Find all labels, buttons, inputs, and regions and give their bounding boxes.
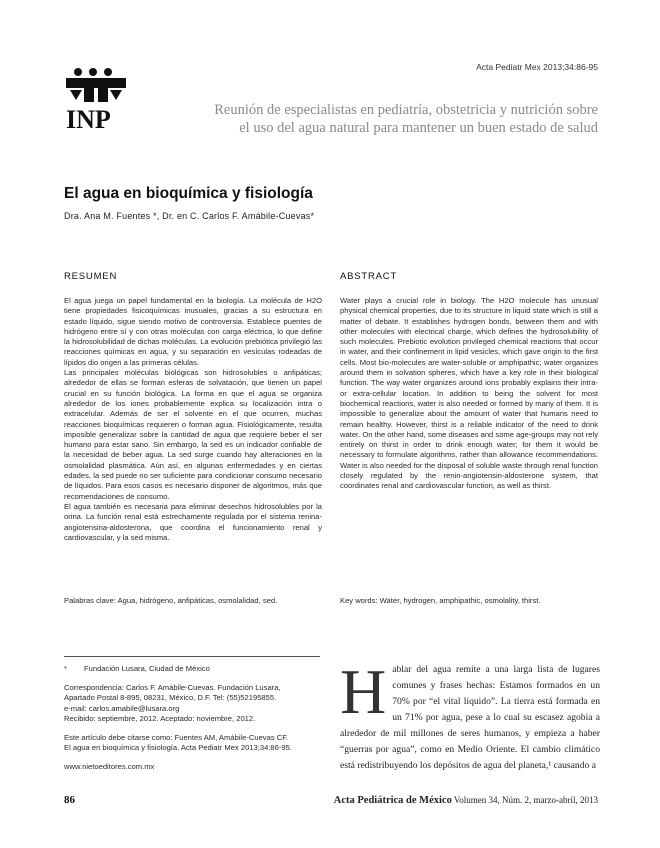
article-authors: Dra. Ana M. Fuentes *, Dr. en C. Carlos F. Amábile-Cuevas* (64, 211, 315, 221)
abstract-body (340, 296, 598, 492)
introduction-text (340, 656, 600, 774)
footnote-divider (64, 656, 320, 657)
inp-logo (64, 66, 134, 132)
logo-text: INP (66, 105, 111, 132)
footer-journal-name: Acta Pediátrica de México (333, 795, 452, 806)
citation-line: Este artículo debe citarse como: Fuentes AM, Amábile-Cuevas CF. (64, 733, 289, 743)
drop-cap: H (340, 656, 387, 727)
affiliation-note (64, 664, 322, 674)
article-title: El agua en bioquímica y fisiología (64, 185, 313, 202)
inp-logo-emblem-icon (64, 66, 134, 132)
correspondence-email: e-mail: carlos.amabile@lusara.org (64, 703, 180, 713)
palabras-clave-list: : Agua, hidrógeno, anfipáticas, osmolalidad, sed. (113, 596, 278, 605)
affiliation-mark: * (64, 664, 67, 673)
correspondence-note (64, 683, 322, 724)
meeting-title-line2: el uso del agua natural para mantener un buen estado de salud (239, 120, 598, 136)
palabras-clave (64, 596, 322, 605)
page-number: 86 (64, 794, 75, 806)
abstract-paragraph-1: Water plays a crucial role in biology. The H2O molecule has unusual physical chemical properties, due to its structure in liquid state which is still a matter of debate. It establishes hydrogen bonds, between them and with other molecules with electrical charge, which defines the hydrosolubility of such molecules. Prebiotic evolution privileged chemical reactions that occur in water, and their confinement in lipid vesicles, which gave origin to the first cells. Most bio-molecules are water-soluble or amphipathic; water organizes around them in solvation spheres, which have a key role in their biological function. The way water organizes around ions probably explains their intra- or extra-cellular location. In addition to being the solvent for most biochemical reactions, water is also needed or formed by many of them. It is impossible to generalize about the amount of water that humans need to remain healthy. However, thirst is a reliable indicator of the need to drink water. On the other hand, some diseases and some age-groups may not rely entirely on thirst in order to drink enough water; for them it would be necessary to formulate algorithms, rather than allowance recommendations. Water is also needed for the disposal of soluble waste through renal function closely regulated by the renin-angiotensin-aldosterone system, that coordinates renal and cardiovascular function, as well as thirst. (340, 296, 598, 491)
resumen-paragraph-3: El agua también es necesaria para eliminar desechos hidrosolubles por la orina. La función renal está estrechamente regulada por el sistema renina-angiotensina-aldosterona, que coordina el funcionamiento renal y cardiovascular, y la sed misma. (64, 501, 322, 542)
correspondence-line: Correspondencia: Carlos F. Amábile-Cuevas. Fundación Lusara, (64, 683, 281, 693)
footnotes (64, 664, 322, 773)
footer-issue: Volumen 34, Núm. 2, marzo-abril, 2013 (451, 795, 598, 805)
abstract-heading: ABSTRACT (340, 271, 398, 282)
journal-reference: Acta Pediatr Mex 2013;34:86-95 (476, 62, 598, 72)
resumen-paragraph-2: Las principales moléculas biológicas son hidrosolubles o anfipáticas; alrededor de ellas se forman esferas de solvatación, que tienen un papel crucial en su función biológica. La forma en que el agua se organiza alrededor de los iones probablemente explica su localización intra o extracelular. Además de ser el solvente en el que ocurren, muchas reacciones bioquímicas requieren o forman agua. Fisiológicamente, resulta imposible generalizar sobre la cantidad de agua que requiere beber el ser humano para estar sano. Sin embargo, la sed es un indicador confiable de la necesidad de beber agua. La sed surge cuando hay alteraciones en la osmolalidad plasmática. Aún así, en algunas enfermedades y en ciertas edades, la sed puede no ser suficiente para condicionar consumo necesario de líquidos. Para esos casos es necesario disponer de algoritmos, más que recomendaciones de consumo. (64, 368, 322, 501)
introduction-body: ablar del agua remite a una larga lista de lugares comunes y frases hechas: Estamos formados en un 70% por “el vital líquido”. La tierra está formada en un 71% por agua, pese a lo cual su escasez agobia a alrededor de mil millones de seres humanos, y empieza a haber “guerras por agua”, como en Medio Oriente. El cambio climático está redistribuyendo los depósitos de agua del planeta,¹ causando a (340, 664, 600, 771)
resumen-heading: RESUMEN (64, 271, 118, 282)
citation-line: El agua en bioquímica y fisiología. Acta Pediatr Mex 2013;34:86-95. (64, 743, 292, 753)
resumen-body (64, 296, 322, 543)
palabras-clave-label: Palabras clave (64, 596, 114, 605)
key-words-label: Key words (340, 596, 376, 605)
key-words-list: : Water, hydrogen, amphipathic, osmolality, thirst. (375, 596, 541, 605)
received-accepted-dates: Recibido: septiembre, 2012. Aceptado: noviembre, 2012. (64, 713, 256, 723)
meeting-title-line1: Reunión de especialistas en pediatría, obstetricia y nutrición sobre (214, 102, 598, 118)
affiliation-text: Fundación Lusara, Ciudad de México (84, 664, 210, 673)
correspondence-line: Apartado Postal 8-895, 08231, México, D.F. Tel: (55)52195855. (64, 693, 277, 703)
footer-journal-reference (334, 795, 598, 806)
resumen-paragraph-1: El agua juega un papel fundamental en la biología. La molécula de H2O tiene propiedades fisicoquímicas inusuales, gracias a su estructura en estado líquido, sigue siendo motivo de controversia. Establece puentes de hidrógeno entre sí y con otras moléculas con carga eléctrica, lo que define la hidrosolubilidad de dichas moléculas. La evolución prebiótica privilegió las reacciones químicas en agua, y su separación en vesículas rodeadas de lípidos dio origen a las primeras células. (64, 296, 322, 367)
key-words (340, 596, 598, 605)
publisher-website: www.nietoeditores.com.mx (64, 762, 155, 772)
citation-note (64, 733, 322, 753)
